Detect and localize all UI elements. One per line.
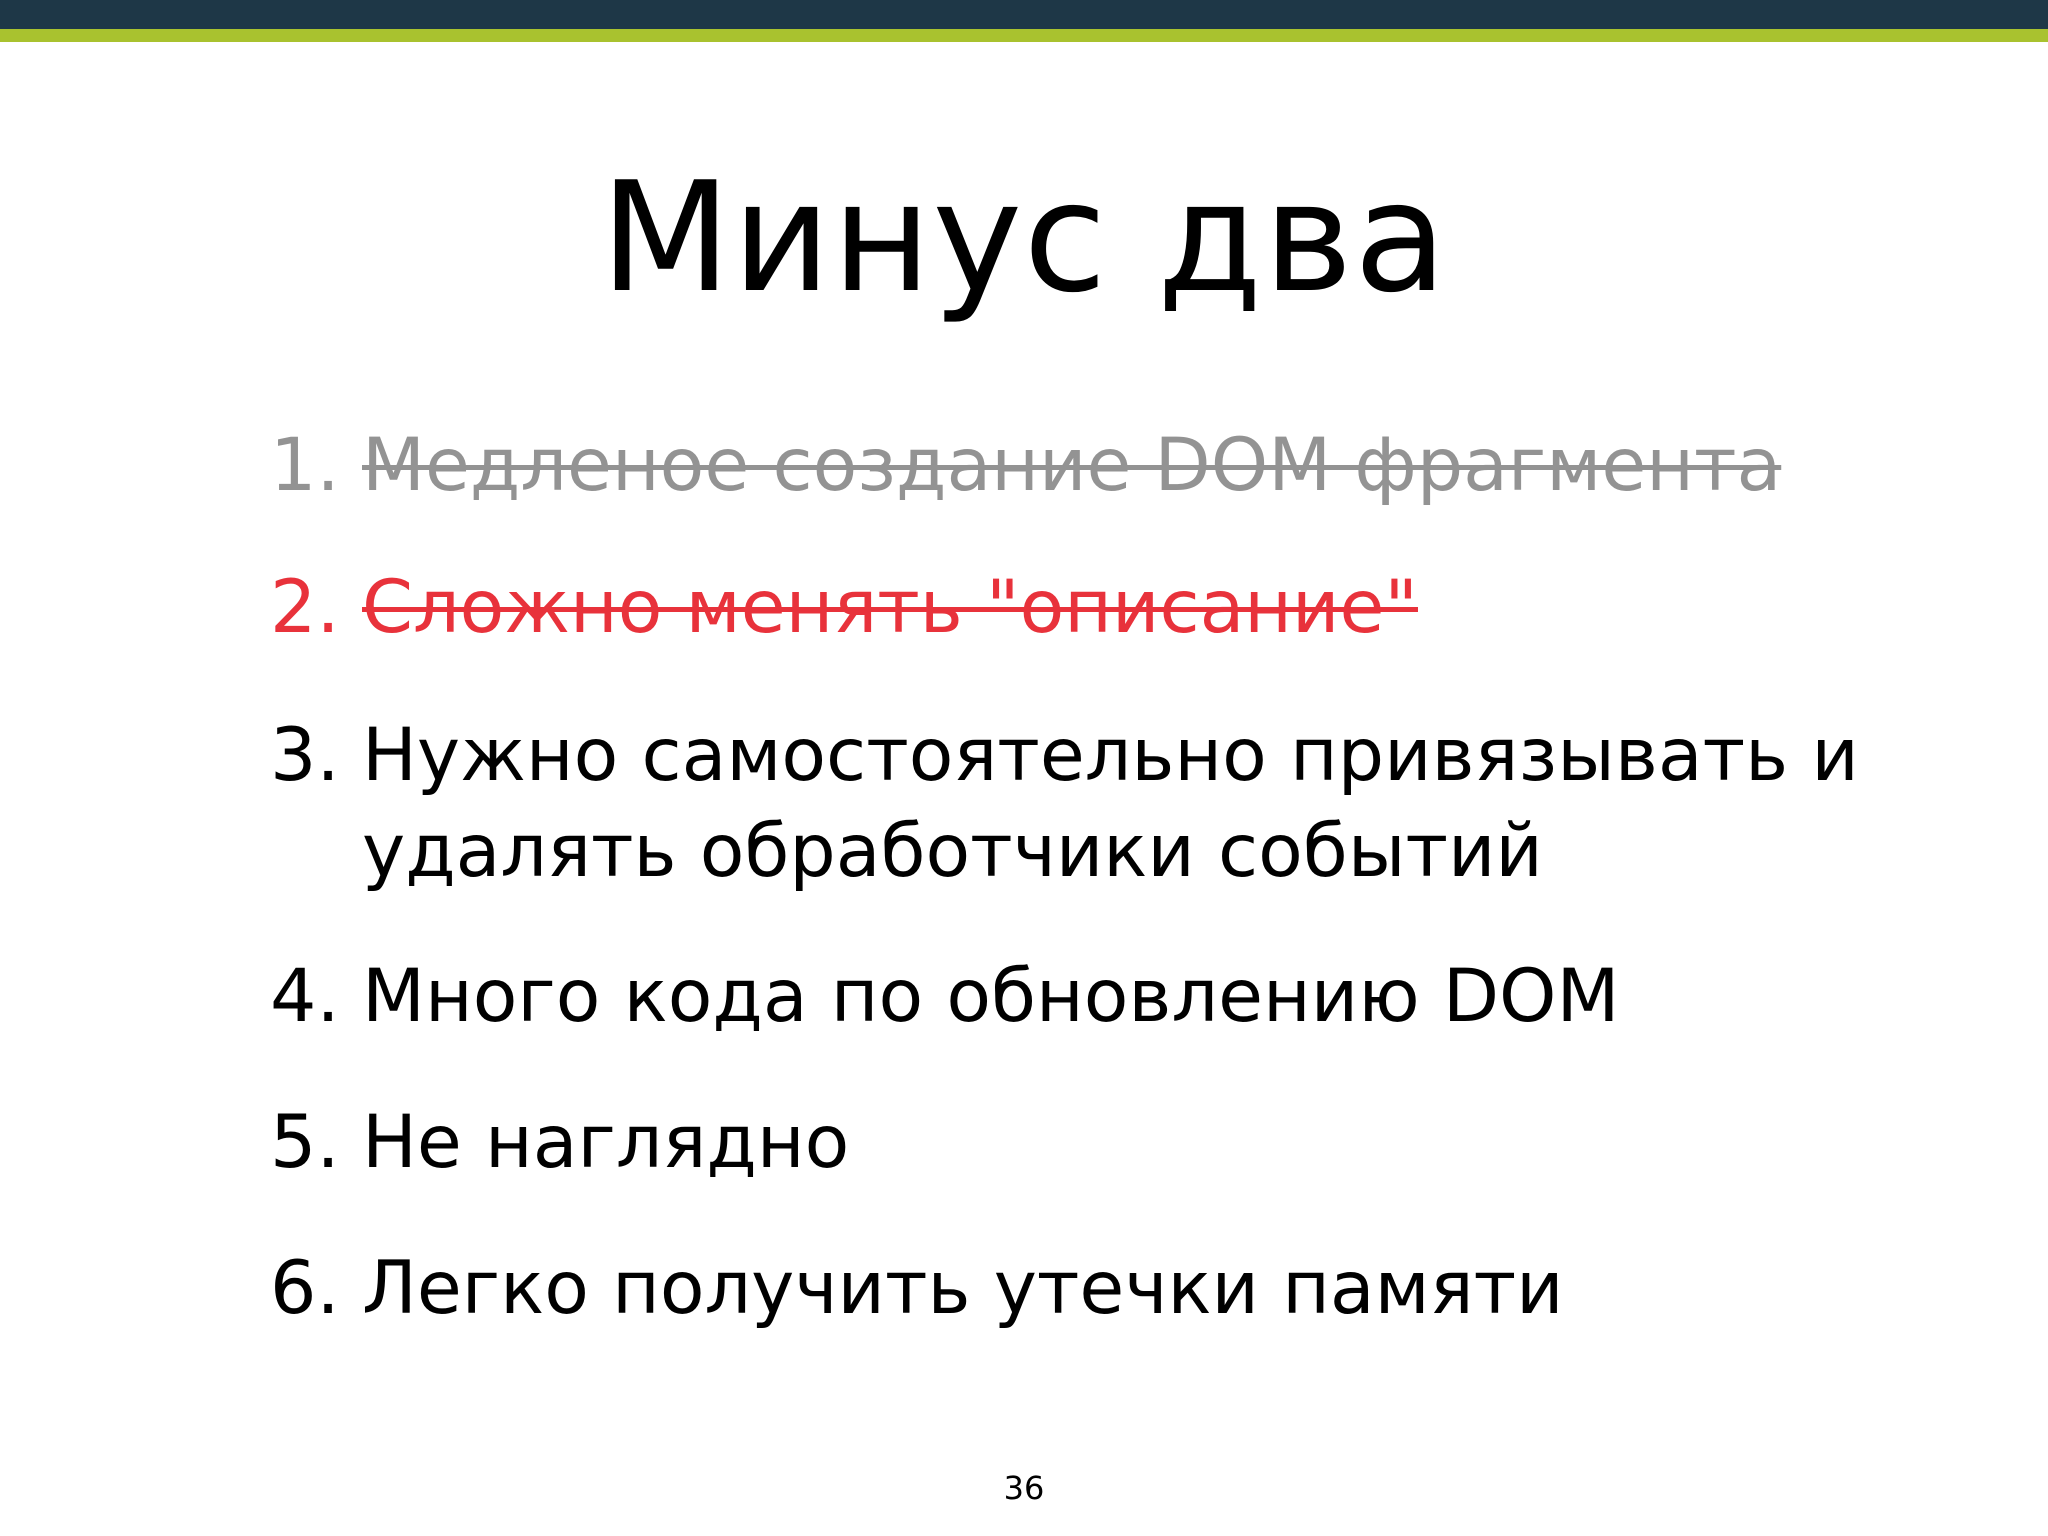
list-item-text: Медленое создание DOM фрагмента (362, 423, 1782, 508)
list-item-text-line-2: удалять обработчики событий (362, 809, 1543, 894)
list-item-number: 1. (270, 423, 340, 508)
list-item-number: 5. (270, 1100, 340, 1185)
top-bar (0, 0, 2048, 29)
list-item-number: 2. (270, 565, 340, 650)
page-number: 36 (1003, 1469, 1045, 1507)
list-item-text: Много кода по обновлению DOM (362, 954, 1620, 1039)
slide-title: Минус два (600, 149, 1448, 326)
list-item-number: 6. (270, 1246, 340, 1331)
list-item-text: Не наглядно (362, 1100, 850, 1185)
list-item-text: Сложно менять "описание" (362, 565, 1418, 650)
list-item-number: 3. (270, 713, 340, 798)
list-item-text-line-1: Нужно самостоятельно привязывать и (362, 713, 1859, 798)
list-item-text: Легко получить утечки памяти (362, 1246, 1564, 1331)
list-item-number: 4. (270, 954, 340, 1039)
accent-stripe (0, 29, 2048, 42)
list-item-text (362, 708, 1859, 900)
